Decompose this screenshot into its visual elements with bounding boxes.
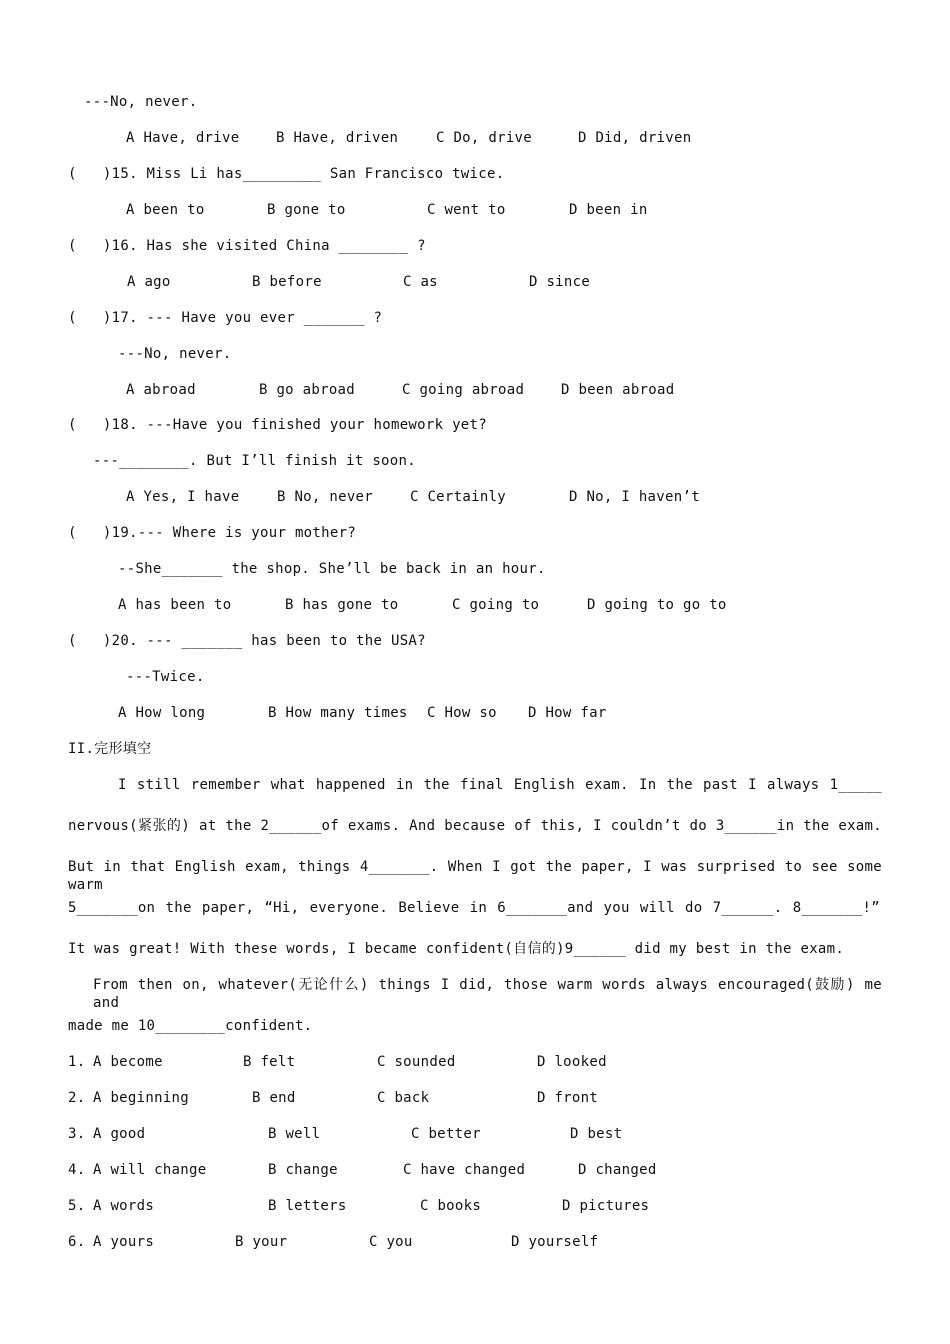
cloze-option-d: D yourself (511, 1234, 599, 1250)
q16-option-b: B before (252, 274, 322, 290)
q15-option-c: C went to (427, 202, 506, 218)
q18-answer-line: ---________. But I’ll finish it soon. (93, 453, 416, 469)
cloze-item (0, 1089, 900, 1107)
q16-option-c: C as (403, 274, 438, 290)
q20-option-a: A How long (118, 705, 206, 721)
q14-option-c: C Do, drive (436, 130, 533, 146)
cloze-option-b: B your (235, 1234, 288, 1250)
cloze-option-a: A good (93, 1126, 146, 1142)
cloze-option-c: C books (420, 1198, 482, 1214)
q19-option-d: D going to go to (587, 597, 727, 613)
cloze-number: 3. (68, 1126, 86, 1142)
cloze-item (0, 1197, 900, 1215)
q14-option-a: A Have, drive (126, 130, 240, 146)
cloze-number: 2. (68, 1090, 86, 1106)
cloze-option-d: D looked (537, 1054, 607, 1070)
cloze-option-d: D pictures (562, 1198, 650, 1214)
q19-answer-line: --She_______ the shop. She’ll be back in an hour. (118, 561, 546, 577)
passage-line-3: But in that English exam, things 4_______. When I got the paper, I was surprised to see some warm (68, 859, 882, 893)
passage-line-7: made me 10________confident. (68, 1018, 313, 1034)
q18-stem: ( )18. ---Have you finished your homework yet? (68, 417, 487, 433)
q14-option-d: D Did, driven (578, 130, 692, 146)
q15-stem: ( )15. Miss Li has_________ San Francisco twice. (68, 166, 505, 182)
q18-option-d: D No, I haven’t (569, 489, 700, 505)
q17-option-c: C going abroad (402, 382, 525, 398)
cloze-option-a: A yours (93, 1234, 155, 1250)
cloze-option-a: A become (93, 1054, 163, 1070)
cloze-option-b: B felt (243, 1054, 296, 1070)
q14-options (0, 129, 900, 147)
passage-line-2: nervous(紧张的) at the 2______of exams. And because of this, I couldn’t do 3______in the exam. (68, 818, 882, 834)
cloze-item (0, 1125, 900, 1143)
cloze-item (0, 1053, 900, 1071)
cloze-number: 5. (68, 1198, 86, 1214)
cloze-option-c: C have changed (403, 1162, 526, 1178)
q20-option-c: C How so (427, 705, 497, 721)
q14-option-b: B Have, driven (276, 130, 399, 146)
cloze-option-c: C back (377, 1090, 430, 1106)
q20-stem: ( )20. --- _______ has been to the USA? (68, 633, 426, 649)
q19-option-c: C going to (452, 597, 540, 613)
q20-options (0, 704, 900, 722)
q18-option-c: C Certainly (410, 489, 507, 505)
q15-options (0, 201, 900, 219)
q18-option-a: A Yes, I have (126, 489, 240, 505)
q16-options (0, 273, 900, 291)
q16-option-a: A ago (127, 274, 171, 290)
passage-line-6: From then on, whatever(无论什么) things I did, those warm words always encouraged(鼓励) me and (93, 977, 882, 1011)
cloze-option-a: A words (93, 1198, 155, 1214)
q15-option-d: D been in (569, 202, 648, 218)
cloze-item (0, 1233, 900, 1251)
q17-stem: ( )17. --- Have you ever _______ ? (68, 310, 383, 326)
cloze-number: 6. (68, 1234, 86, 1250)
cloze-item (0, 1161, 900, 1179)
cloze-option-d: D changed (578, 1162, 657, 1178)
cloze-option-b: B end (252, 1090, 296, 1106)
q17-option-b: B go abroad (259, 382, 356, 398)
q18-options (0, 488, 900, 506)
q17-answer-line: ---No, never. (118, 346, 232, 362)
passage-line-5: It was great! With these words, I became confident(自信的)9______ did my best in the exam. (68, 941, 845, 957)
cloze-option-d: D best (570, 1126, 623, 1142)
q20-option-b: B How many times (268, 705, 408, 721)
passage-line-4: 5_______on the paper, “Hi, everyone. Believe in 6_______and you will do 7______. 8_______!” (68, 900, 880, 916)
cloze-option-c: C you (369, 1234, 413, 1250)
q19-option-a: A has been to (118, 597, 232, 613)
q17-option-a: A abroad (126, 382, 196, 398)
cloze-option-d: D front (537, 1090, 599, 1106)
q19-options (0, 596, 900, 614)
q18-option-b: B No, never (277, 489, 374, 505)
cloze-option-c: C sounded (377, 1054, 456, 1070)
cloze-option-c: C better (411, 1126, 481, 1142)
cloze-option-b: B letters (268, 1198, 347, 1214)
q19-stem: ( )19.--- Where is your mother? (68, 525, 357, 541)
section-heading: II.完形填空 (68, 741, 152, 757)
cloze-number: 4. (68, 1162, 86, 1178)
cloze-option-b: B well (268, 1126, 321, 1142)
q16-option-d: D since (529, 274, 591, 290)
q16-stem: ( )16. Has she visited China ________ ? (68, 238, 426, 254)
q15-option-b: B gone to (267, 202, 346, 218)
q20-option-d: D How far (528, 705, 607, 721)
cloze-option-a: A beginning (93, 1090, 190, 1106)
q20-answer-line: ---Twice. (126, 669, 205, 685)
cloze-option-a: A will change (93, 1162, 207, 1178)
q15-option-a: A been to (126, 202, 205, 218)
q14-answer-line: ---No, never. (84, 94, 198, 110)
cloze-option-b: B change (268, 1162, 338, 1178)
q17-option-d: D been abroad (561, 382, 675, 398)
cloze-number: 1. (68, 1054, 86, 1070)
passage-line-1: I still remember what happened in the final English exam. In the past I always 1_____ (118, 777, 882, 793)
q17-options (0, 381, 900, 399)
q19-option-b: B has gone to (285, 597, 399, 613)
